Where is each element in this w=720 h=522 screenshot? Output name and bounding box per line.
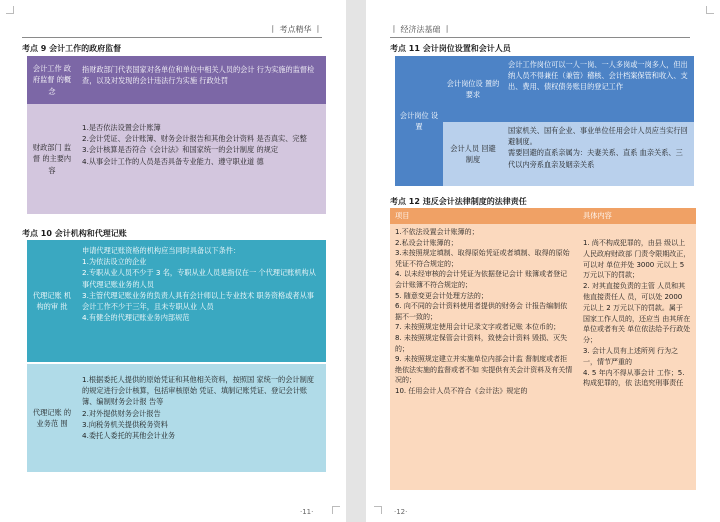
list-item: 申请代理记账资格的机构应当同时具备以下条件： <box>82 246 241 255</box>
list-item: 2. 对其直接负责的主管 人员和其他直接责任人 员，可以处 2000 元以上 2 万元以下的罚款。属于 国家工作人员的，还应当 由其所在单位或者有关 单位依法给予行政处分； <box>583 282 691 345</box>
s11-requirement-text: 会计工作岗位可以一人一岗、一人多岗或一岗多人，但出纳人员不得兼任（兼管）稽核、会计档案保管和收入、支出、费用、债权债务账目的登记工作 <box>503 56 694 122</box>
s12-violations-list <box>390 224 578 490</box>
list-item: 2.对外提供财务会计报告 <box>82 408 161 418</box>
list-item: 2.专职从业人员不少于 3 名，专职从业人员是指仅在一 个代理记账机构从事代理记账业务的人员 <box>82 268 316 289</box>
running-header: 丨 考点精华 丨 <box>22 24 322 38</box>
list-item: 1.不依法设置会计账簿的； <box>395 228 479 236</box>
s9-concept-text: 指财政部门代表国家对各单位和单位中相关人员的会计 行为实施的监督检查，以及对发现的会计违法行为实施 行政处罚 <box>77 56 326 104</box>
s9-content-label: 财政部门 监督 的主要内 容 <box>27 104 77 214</box>
s11-avoidance-text <box>503 122 694 186</box>
list-item: 4.有健全的代理记账业务内部规范 <box>82 313 190 323</box>
list-item: 1.是否依法设置会计账簿 <box>82 123 161 132</box>
section-9-title: 考点 9 会计工作的政府监督 <box>22 44 122 53</box>
list-item: 7. 未按照规定使用会计记录文字或者记账 本位币的； <box>395 323 561 332</box>
page-12 <box>366 0 720 522</box>
page-gutter <box>346 0 366 522</box>
page-11 <box>0 0 346 522</box>
list-item: 10. 任用会计人员不符合《会计法》规定的 <box>395 386 528 395</box>
s9-content-list <box>77 104 326 214</box>
s11-requirement-label: 会计岗位设 置的 要求 <box>443 56 503 122</box>
list-item: 3. 会计人员有上述所列 行为之一，情节严重的 <box>583 346 679 366</box>
s12-col-project-header: 项目 <box>390 208 578 224</box>
s12-penalties-list <box>578 224 696 490</box>
s10-scope-label: 代理记账 的业务范 围 <box>27 364 77 472</box>
list-item: 3.会计核算是否符合《会计法》和国家统一的会计制度 的规定 <box>82 145 279 155</box>
running-header: 丨 经济法基础 丨 <box>390 24 690 38</box>
list-item: 4. 以未经审核的会计凭证为依据登记会计 账簿或者登记会计账簿不符合规定的； <box>395 270 568 289</box>
list-item: 3.向税务机关提供税务资料 <box>82 419 168 429</box>
list-item: 2.会计凭证、会计账簿、财务会计报告和其他会计资料 是否真实、完整 <box>82 134 307 144</box>
list-item: 1. 尚不构成犯罪的，由县 级以上人民政府财政部 门责令限期改正，可以对 单位并处 3000 元以上 5 万元以下的罚款； <box>583 239 691 280</box>
s11-outer-label: 会计岗位 设 置 <box>395 56 443 186</box>
list-item: 3.未按照规定填制、取得原始凭证或者填制、取得的原始凭证不符合规定的； <box>395 249 570 268</box>
section-12-title: 考点 12 违反会计法律制度的法律责任 <box>390 197 527 206</box>
s12-col-content-header: 具体内容 <box>578 208 696 224</box>
s9-concept-label: 会计工作 政府监督 的概念 <box>27 56 77 104</box>
list-item: 国家机关、国有企业、事业单位任用会计人员应当实行回避制度。 <box>508 126 688 147</box>
list-item: 2.私设会计账簿的； <box>395 238 458 247</box>
list-item: 9. 未按照规定建立并实施单位内部会计监 督制度或者拒绝依法实施的监督或者不如 实提供有关会计资料及有关情况的； <box>395 355 573 385</box>
s10-approval-list <box>77 240 326 362</box>
list-item: 5. 随意变更会计处理方法的； <box>395 291 488 300</box>
section-11-title: 考点 11 会计岗位设置和会计人员 <box>390 44 511 53</box>
section-10-title: 考点 10 会计机构和代理记账 <box>22 229 127 238</box>
s10-approval-label: 代理记账 机构的审 批 <box>27 240 77 362</box>
crop-mark <box>332 506 340 514</box>
crop-mark <box>706 6 714 14</box>
page-number: ·11· <box>300 508 314 516</box>
page-number: ·12· <box>394 508 408 516</box>
s10-scope-list <box>77 364 326 472</box>
s11-avoidance-label: 会计人员 回避 制度 <box>443 122 503 186</box>
crop-mark <box>374 506 382 514</box>
list-item: 需要回避的直系亲属为：夫妻关系、直系 血亲关系、三代以内旁系血亲及姻亲关系 <box>508 148 683 169</box>
list-item: 1.根据委托人提供的原始凭证和其他相关资料，按照国 家统一的会计制度的规定进行会计核算，包括审核原始 凭证、填制记账凭证、登记会计账簿、编制财务会计报 告等 <box>82 375 314 407</box>
list-item: 6. 向不同的会计资料使用者提供的财务会 计报告编制依据不一致的； <box>395 302 568 321</box>
list-item: 3.主管代理记账业务的负责人具有会计师以上专业技术 职务资格或者从事会计工作不少于三年，且未专职从业 人员 <box>82 290 314 312</box>
crop-mark <box>6 6 14 14</box>
list-item: 1.为依法设立的企业 <box>82 257 147 267</box>
list-item: 8. 未按照规定保管会计资料，致使会计资料 毁损、灭失的； <box>395 333 568 353</box>
list-item: 4.委托人委托的其他会计业务 <box>82 431 176 441</box>
list-item: 4. 5 年内不得从事会计 工作；5.构成犯罪的，依 法追究刑事责任 <box>583 368 685 388</box>
list-item: 4.从事会计工作的人员是否具备专业能力、遵守职业道 德 <box>82 156 264 166</box>
